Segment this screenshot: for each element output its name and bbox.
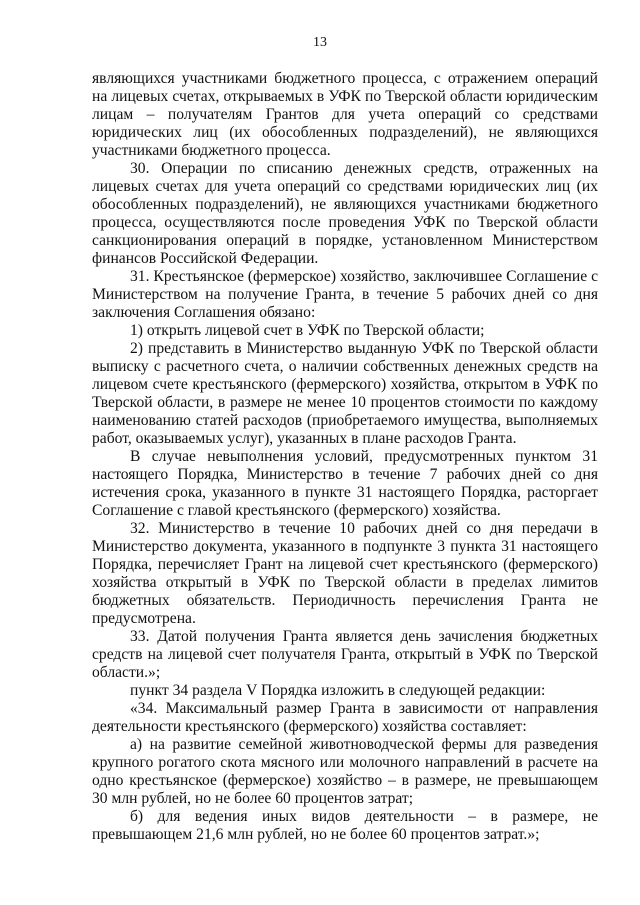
paragraph-30: 30. Операции по списанию денежных средств, отраженных на лицевых счетах для учета операций со средствами юридических лиц (их обособленных подразделений), не являющихся участниками бюджетного процесса, осуществляются после проведения УФК по Тверской области санкционирования операций в порядке, установленном Министерством финансов Российской Федерации.	[92, 160, 598, 267]
paragraph-33: 33. Датой получения Гранта является день зачисления бюджетных средств на лицевой счет получателя Гранта, открытый в УФК по Тверской области.»;	[92, 628, 598, 681]
paragraph-34-item-b: б) для ведения иных видов деятельности – в размере, не превышающем 21,6 млн рублей, но не более 60 процентов затрат.»;	[92, 808, 598, 843]
page-number: 13	[313, 35, 327, 50]
paragraph-continuation: являющихся участниками бюджетного процесса, с отражением операций на лицевых счетах, открываемых в УФК по Тверской области юридическим лицам – получателям Грантов для учета операций со средствами юридических лиц (их обособленных подразделений), не являющихся участниками бюджетного процесса.	[92, 70, 598, 159]
paragraph-31: 31. Крестьянское (фермерское) хозяйство, заключившее Соглашение с Министерством на получение Гранта, в течение 5 рабочих дней со дня заключения Соглашения обязано:	[92, 268, 598, 321]
paragraph-amendment-intro: пункт 34 раздела V Порядка изложить в следующей редакции:	[130, 682, 546, 699]
paragraph-34-item-a: а) на развитие семейной животноводческой фермы для разведения крупного рогатого скота мясного или молочного направлений в расчете на одно крестьянское (фермерское) хозяйство – в размере, не превышающем 30 млн рублей, но не более 60 процентов затрат;	[92, 736, 598, 807]
paragraph-31-item-2: 2) представить в Министерство выданную УФК по Тверской области выписку с расчетного счета, о наличии собственных денежных средств на лицевом счете крестьянского (фермерского) хозяйства, открытом в УФК по Тверской области, в размере не менее 10 процентов стоимости по каждому наименованию статей расходов (приобретаемого имущества, выполняемых работ, оказываемых услуг), указанных в плане расходов Гранта.	[92, 340, 598, 447]
paragraph-32: 32. Министерство в течение 10 рабочих дней со дня передачи в Министерство документа, указанного в подпункте 3 пункта 31 настоящего Порядка, перечисляет Грант на лицевой счет крестьянского (фермерского) хозяйства открытый в УФК по Тверской области в пределах лимитов бюджетных обязательств. Периодичность перечисления Гранта не предусмотрена.	[92, 520, 598, 627]
paragraph-34: «34. Максимальный размер Гранта в зависимости от направления деятельности крестьянского (фермерского) хозяйства составляет:	[92, 700, 598, 735]
paragraph-31-failure-clause: В случае невыполнения условий, предусмотренных пунктом 31 настоящего Порядка, Министерство в течение 7 рабочих дней со дня истечения срока, указанного в пункте 31 настоящего Порядка, расторгает Соглашение с главой крестьянского (фермерского) хозяйства.	[92, 448, 598, 519]
paragraph-31-item-1: 1) открыть лицевой счет в УФК по Тверской области;	[130, 322, 485, 339]
document-body	[92, 70, 598, 844]
